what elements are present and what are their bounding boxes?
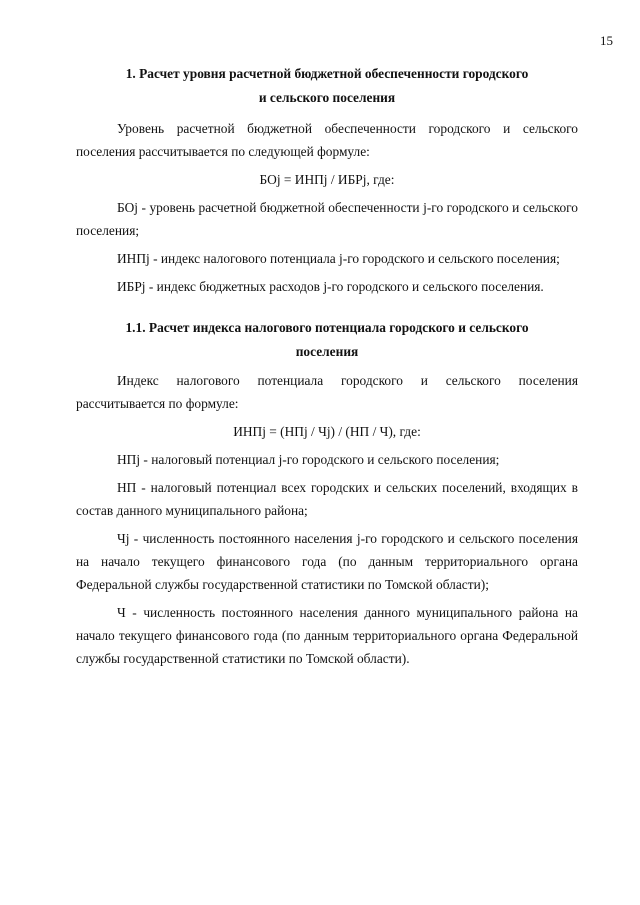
section-1-1-definition-ch: Ч - численность постоянного населения данного муниципального района на начало текущего финансового года (по данным территориального органа Федеральной службы государственной статистики по Томской области). (76, 605, 578, 666)
section-1-definition-inp: ИНПj - индекс налогового потенциала j-го городского и сельского поселения; (117, 251, 560, 266)
section-1-1-definition-npj: НПj - налоговый потенциал j-го городского и сельского поселения; (117, 452, 500, 467)
section-1-1-definition-np: НП - налоговый потенциал всех городских и сельских поселений, входящих в состав данного муниципального района; (76, 480, 578, 518)
section-1-title-line-1: 1. Расчет уровня расчетной бюджетной обеспеченности городского (125, 66, 529, 81)
section-1-definition-bo: БОj - уровень расчетной бюджетной обеспеченности j-го городского и сельского поселения; (76, 200, 578, 238)
section-1-definition-ibr: ИБРj - индекс бюджетных расходов j-го городского и сельского поселения. (117, 279, 544, 294)
section-1-1-title-line-1: 1.1. Расчет индекса налогового потенциала городского и сельского (125, 320, 529, 335)
section-1-intro: Уровень расчетной бюджетной обеспеченности городского и сельского поселения рассчитывается по следующей формуле: (76, 121, 578, 159)
section-1-1-definition-chj: Чj - численность постоянного населения j-го городского и сельского поселения на начало текущего финансового года (по данным территориального органа Федеральной службы государственной статистики по Томской области); (76, 531, 578, 592)
section-1-1-title-line-2: поселения (295, 343, 359, 359)
page-number: 15 (600, 33, 613, 48)
section-1-1-formula: ИНПj = (НПj / Чj) / (НП / Ч), где: (233, 424, 421, 439)
document-body (76, 62, 578, 675)
section-1-1-intro: Индекс налогового потенциала городского и сельского поселения рассчитывается по формуле: (76, 373, 578, 411)
section-1-title-line-2: и сельского поселения (258, 89, 396, 105)
section-1-1-title (76, 316, 578, 363)
section-1-formula: БОj = ИНПj / ИБРj, где: (259, 172, 395, 187)
section-1-title (76, 62, 578, 109)
